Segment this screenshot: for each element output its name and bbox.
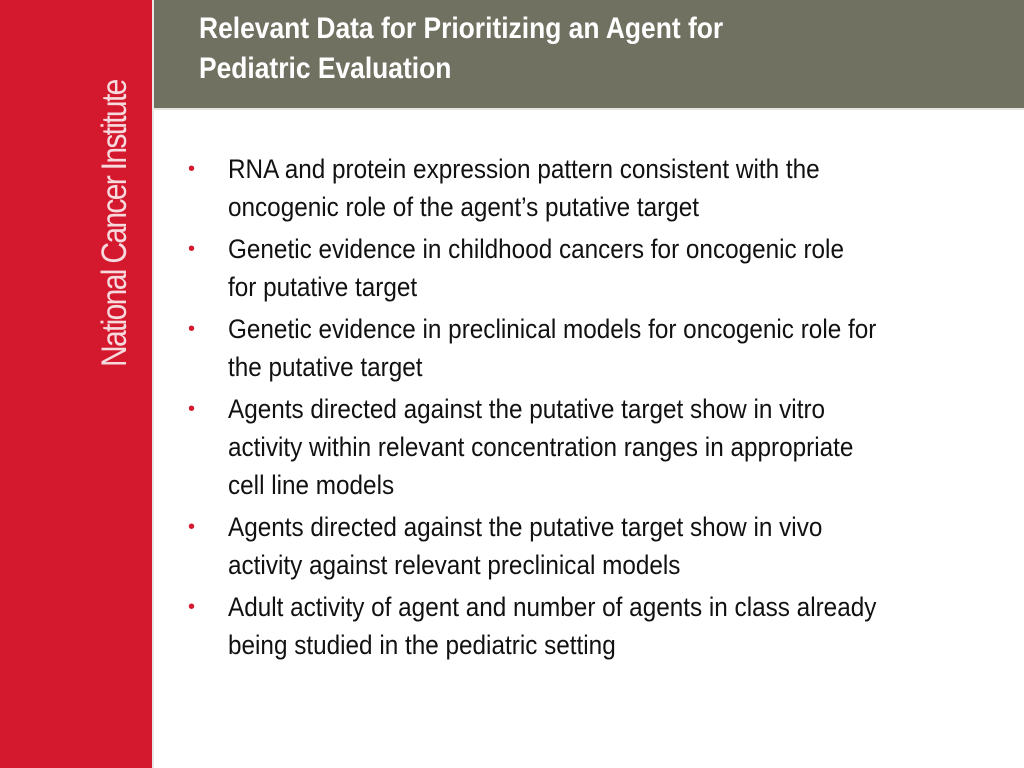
bullet-line: Adult activity of agent and number of agents in class already (228, 592, 877, 622)
bullet-line: activity against relevant preclinical models (228, 550, 681, 580)
page-title-line: Pediatric Evaluation (199, 52, 452, 85)
bullet-marker: • (188, 596, 196, 618)
bullet-list (188, 150, 1000, 668)
bullet-text (228, 588, 1002, 664)
bullet-marker: • (188, 318, 196, 340)
bullet-item (188, 588, 1000, 664)
title-divider (154, 108, 1024, 110)
bullet-text (228, 508, 1002, 584)
organization-name: National Cancer Institute (95, 80, 134, 368)
bullet-item (188, 310, 1000, 386)
bullet-item (188, 390, 1000, 504)
bullet-line: for putative target (228, 272, 418, 302)
bullet-line: Agents directed against the putative target show in vivo (228, 512, 823, 542)
bullet-text (228, 310, 1002, 386)
sidebar-brand-band (0, 0, 154, 768)
bullet-text (228, 230, 1002, 306)
page-title (199, 9, 815, 89)
bullet-item (188, 508, 1000, 584)
bullet-marker: • (188, 158, 196, 180)
bullet-text (228, 150, 1002, 226)
bullet-line: the putative target (228, 352, 423, 382)
bullet-line: Agents directed against the putative target show in vitro (228, 394, 826, 424)
bullet-line: Genetic evidence in childhood cancers for oncogenic role (228, 234, 844, 264)
page-title-line: Relevant Data for Prioritizing an Agent for (199, 12, 724, 45)
bullet-text (228, 390, 1002, 504)
bullet-line: activity within relevant concentration ranges in appropriate (228, 432, 854, 462)
bullet-line: being studied in the pediatric setting (228, 630, 616, 660)
bullet-marker: • (188, 238, 196, 260)
bullet-line: RNA and protein expression pattern consistent with the (228, 154, 820, 184)
bullet-line: Genetic evidence in preclinical models for oncogenic role for (228, 314, 877, 344)
bullet-item (188, 230, 1000, 306)
bullet-line: oncogenic role of the agent’s putative target (228, 192, 700, 222)
bullet-marker: • (188, 516, 196, 538)
bullet-item (188, 150, 1000, 226)
sidebar-divider (152, 0, 154, 768)
bullet-marker: • (188, 398, 196, 420)
bullet-line: cell line models (228, 470, 395, 500)
